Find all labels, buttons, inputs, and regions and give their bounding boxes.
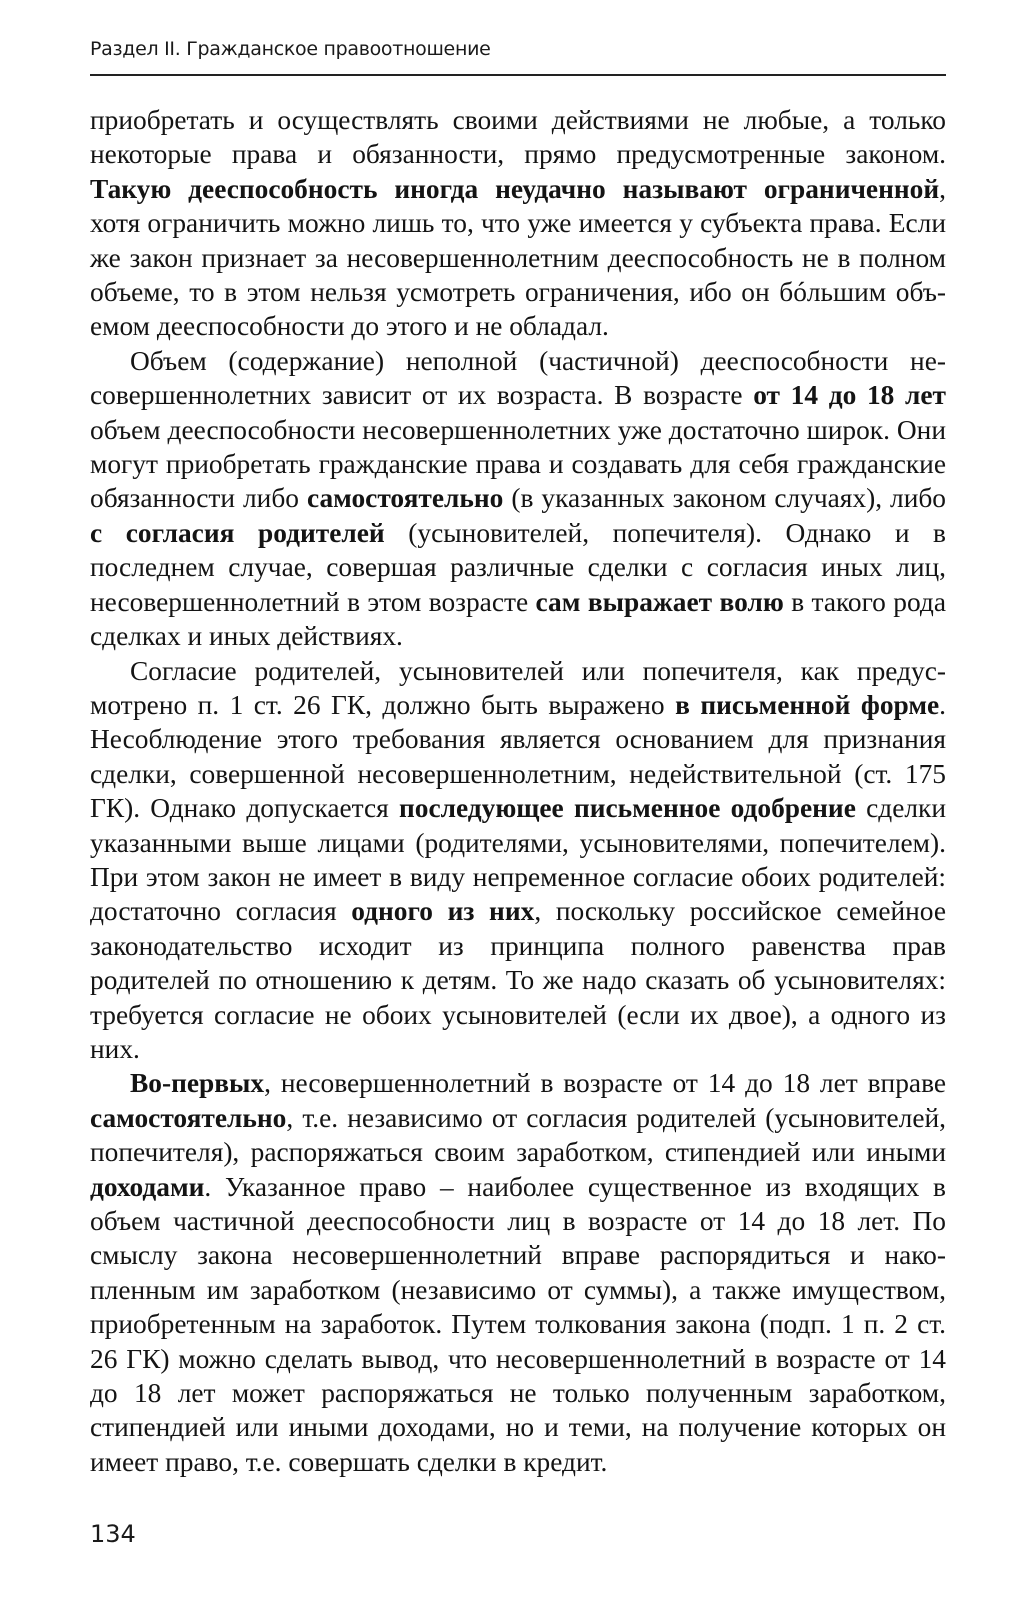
bold-text-span: от 14 до 18 лет: [753, 380, 946, 411]
paragraph: [90, 103, 946, 344]
text-span: сделки указанными выше лицами (родителями, усыновителями, попечителем). При этом закон не имеет в виду непременное согласие обоих родителей: достаточно согласия: [90, 793, 946, 927]
bold-text-span: самостоятельно: [90, 1102, 287, 1133]
paragraph: [90, 654, 946, 1067]
text-span: Согласие родителей, усыновителей или попечителя, как предусмотрено п. 1 ст. 26 ГК, должно быть выражено: [90, 655, 946, 720]
text-span: . Указанное право – наиболее существенное из входящих в объем частичной дееспособности лиц в возрасте от 14 до 18 лет. По смыслу закона несовершеннолетний вправе распорядиться и накопленным им заработком (независимо от суммы), а также имуществом, приобретенным на заработок. Путем толкования закона (подп. 1 п. 2 ст. 26 ГК) можно сделать вывод, что несовершеннолетний в возрасте от 14 до 18 лет может распоряжаться не только полученным заработком, стипендией или иными доходами, но и теми, на получение которых он имеет право, т.е. совершать сделки в кредит.: [90, 1171, 946, 1477]
text-span: , хотя ограничить можно лишь то, что уже имеется у субъекта права. Если же закон признает за несовершеннолетним дееспособность не в полном объеме, то в этом нельзя усмотреть ограничения, ибо он бóльшим объемом дееспособности до этого и не обладал.: [90, 173, 946, 342]
bold-text-span: сам выражает волю: [535, 586, 784, 617]
text-span: Объем (содержание) неполной (частичной) дееспособности несовершеннолетних зависит от их возраста. В возрасте: [90, 345, 946, 411]
text-span: в такого рода сделках и иных действиях.: [90, 586, 946, 652]
page-body: [90, 103, 946, 1479]
bold-text-span: Во-первых: [130, 1068, 265, 1099]
bold-text-span: доходами: [90, 1171, 205, 1202]
bold-text-span: Такую дееспособность иногда неудачно называют ограниченной: [90, 173, 940, 204]
text-span: (усыновителей, попечителя). Однако и в последнем случае, совершая различные сделки с согласия иных лиц, несовершеннолетний в этом возрасте: [90, 517, 946, 617]
bold-text-span: последующее письменное одобрение: [398, 793, 856, 824]
paragraph: [90, 1066, 946, 1479]
bold-text-span: самостоятельно: [306, 483, 504, 514]
text-span: (в указанных законом случаях), либо: [503, 483, 946, 514]
text-span: приобретать и осуществлять своими действиями не любые, а только некоторые права и обязанности, прямо предусмотренные законом.: [90, 105, 946, 170]
bold-text-span: одного из них: [351, 896, 535, 927]
bold-text-span: в письменной форме: [675, 689, 940, 720]
running-header: Раздел II. Гражданское правоотношение: [90, 38, 491, 60]
page-number: 134: [90, 1520, 136, 1548]
text-span: . Несоблюдение этого требования является основанием для признания сделки, совершенной несовершеннолетним, недействительной (ст. 175 ГК). Однако допускается: [90, 689, 947, 824]
text-span: , несовершеннолетний в возрасте от 14 до 18 лет вправе: [264, 1068, 946, 1099]
bold-text-span: с согласия родителей: [90, 517, 385, 548]
text-span: , поскольку российское семейное законодательство исходит из принципа полного равенства прав родителей по отношению к детям. То же надо сказать об усыновителях: требуется согласие не обоих усыновителей (если их двое), а одного из них.: [90, 896, 946, 1064]
text-span: , т.е. независимо от согласия родителей (усыновителей, попечителя), распоряжаться своим заработком, стипендией или иными: [90, 1102, 946, 1168]
header-rule: [90, 74, 946, 76]
paragraph: [90, 344, 946, 654]
text-span: объем дееспособности несовершеннолетних уже достаточно широк. Они могут приобретать гражданские права и создавать для себя гражданские обязанности либо: [90, 414, 946, 514]
